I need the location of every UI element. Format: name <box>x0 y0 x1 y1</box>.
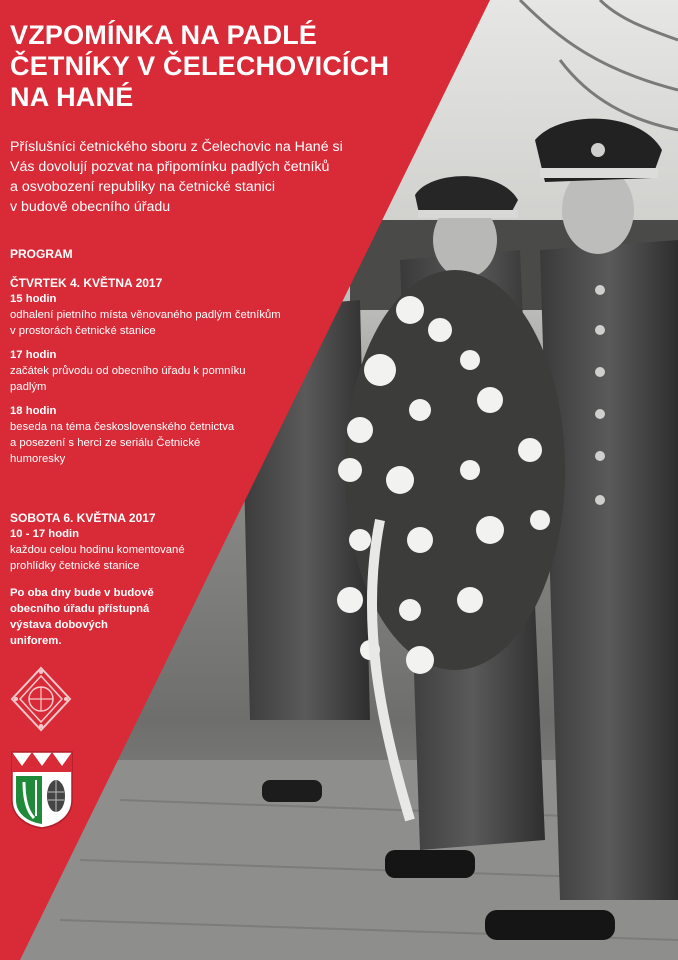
event-description: prohlídky četnické stanice <box>10 560 140 572</box>
event-description: beseda na téma československého četnictva <box>10 421 235 433</box>
event-time: 15 hodin <box>10 293 57 305</box>
exhibition-note <box>10 585 230 649</box>
intro-line: v budově obecního úřadu <box>10 199 171 215</box>
municipal-coat-of-arms-icon <box>10 750 74 830</box>
event-description: začátek průvodu od obecního úřadu k pomníku <box>10 365 246 377</box>
saturday-date: SOBOTA 6. KVĚTNA 2017 <box>10 511 156 525</box>
event-description: padlým <box>10 381 47 393</box>
event-time: 17 hodin <box>10 349 57 361</box>
intro-line: Příslušníci četnického sboru z Čelechovic na Hané si <box>10 139 343 155</box>
event-description: a posezení s herci ze seriálu Četnické <box>10 437 201 449</box>
event-description: humoresky <box>10 453 66 465</box>
saturday-program <box>10 510 270 574</box>
intro-line: Vás dovolují pozvat na připomínku padlých četníků <box>10 159 330 175</box>
event-description: každou celou hodinu komentované <box>10 544 185 556</box>
title-line: NA HANÉ <box>10 82 134 112</box>
event-description: v prostorách četnické stanice <box>10 325 156 337</box>
title-line: ČETNÍKY V ČELECHOVICÍCH <box>10 51 390 81</box>
note-line: výstava dobových <box>10 619 108 631</box>
note-line: Po oba dny bude v budově <box>10 587 154 599</box>
event-time: 10 - 17 hodin <box>10 528 80 540</box>
program-heading: PROGRAM <box>10 247 73 261</box>
thursday-date: ČTVRTEK 4. KVĚTNA 2017 <box>10 276 163 290</box>
title-line: VZPOMÍNKA NA PADLÉ <box>10 20 318 50</box>
poster-title <box>10 20 470 113</box>
note-line: obecního úřadu přístupná <box>10 603 150 615</box>
intro-paragraph <box>10 137 410 217</box>
thursday-program <box>10 275 340 467</box>
event-time: 18 hodin <box>10 405 57 417</box>
event-description: odhalení pietního místa věnovaného padlým četníkům <box>10 309 281 321</box>
note-line: uniforem. <box>10 635 62 647</box>
ornament-emblem-icon <box>10 666 72 732</box>
intro-line: a osvobození republiky na četnické stanici <box>10 179 275 195</box>
